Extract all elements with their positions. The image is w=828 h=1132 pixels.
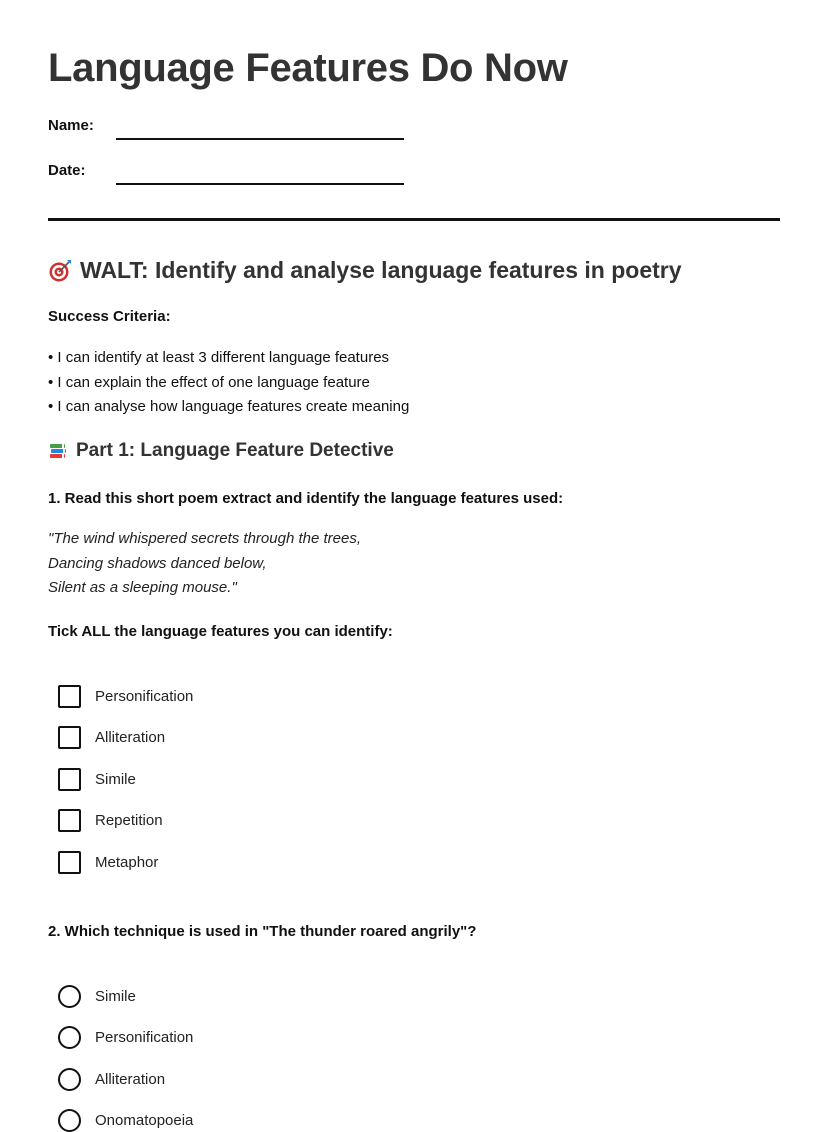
checkbox[interactable] bbox=[58, 726, 81, 749]
option-label: Personification bbox=[95, 687, 194, 705]
checkbox[interactable] bbox=[58, 685, 81, 708]
checkbox[interactable] bbox=[58, 809, 81, 832]
header-divider bbox=[48, 218, 780, 221]
part1-text: Part 1: Language Feature Detective bbox=[76, 440, 394, 461]
checkbox-option-personification[interactable] bbox=[58, 684, 193, 708]
date-input-line[interactable] bbox=[116, 183, 404, 185]
poem-line: Silent as a sleeping mouse." bbox=[48, 579, 237, 596]
option-label: Alliteration bbox=[95, 1070, 166, 1088]
question2-prompt: 2. Which technique is used in "The thunder roared angrily"? bbox=[48, 923, 477, 940]
radio-option-alliteration[interactable] bbox=[58, 1067, 165, 1091]
question1-prompt: 1. Read this short poem extract and identify the language features used: bbox=[48, 490, 564, 507]
radio-option-simile[interactable] bbox=[58, 984, 136, 1008]
success-criteria-label: Success Criteria: bbox=[48, 308, 171, 325]
poem-extract bbox=[48, 527, 361, 601]
checkbox[interactable] bbox=[58, 768, 81, 791]
criteria-item: • I can explain the effect of one language feature bbox=[48, 373, 370, 391]
option-label: Metaphor bbox=[95, 853, 159, 871]
radio-button[interactable] bbox=[58, 1109, 81, 1132]
checkbox-option-repetition[interactable] bbox=[58, 808, 163, 832]
option-label: Simile bbox=[95, 987, 136, 1005]
option-label: Onomatopoeia bbox=[95, 1111, 194, 1129]
name-field[interactable] bbox=[48, 117, 448, 143]
books-icon bbox=[48, 441, 68, 461]
option-label: Repetition bbox=[95, 811, 163, 829]
poem-line: "The wind whispered secrets through the trees, bbox=[48, 530, 361, 547]
criteria-item: • I can identify at least 3 different language features bbox=[48, 349, 390, 366]
poem-line: Dancing shadows danced below, bbox=[48, 554, 267, 572]
radio-button[interactable] bbox=[58, 1068, 81, 1091]
checkbox-option-alliteration[interactable] bbox=[58, 725, 165, 749]
option-label: Alliteration bbox=[95, 728, 166, 746]
radio-button[interactable] bbox=[58, 985, 81, 1008]
walt-heading bbox=[48, 257, 682, 284]
name-label: Name: bbox=[48, 117, 94, 134]
question1-instruction: Tick ALL the language features you can identify: bbox=[48, 623, 393, 640]
radio-button[interactable] bbox=[58, 1026, 81, 1049]
date-label: Date: bbox=[48, 162, 86, 179]
checkbox-option-metaphor[interactable] bbox=[58, 850, 158, 874]
checkbox[interactable] bbox=[58, 851, 81, 874]
option-label: Simile bbox=[95, 770, 136, 788]
checkbox-option-simile[interactable] bbox=[58, 767, 136, 791]
part1-heading bbox=[48, 440, 394, 462]
name-input-line[interactable] bbox=[116, 138, 404, 140]
radio-option-personification[interactable] bbox=[58, 1025, 193, 1049]
option-label: Personification bbox=[95, 1028, 194, 1046]
criteria-item: • I can analyse how language features create meaning bbox=[48, 398, 410, 415]
walt-text: WALT: Identify and analyse language features in poetry bbox=[80, 257, 682, 283]
page-title: Language Features Do Now bbox=[48, 46, 568, 90]
target-icon bbox=[48, 259, 72, 283]
radio-option-onomatopoeia[interactable] bbox=[58, 1108, 193, 1132]
success-criteria-list bbox=[48, 346, 409, 420]
date-field[interactable] bbox=[48, 162, 448, 188]
